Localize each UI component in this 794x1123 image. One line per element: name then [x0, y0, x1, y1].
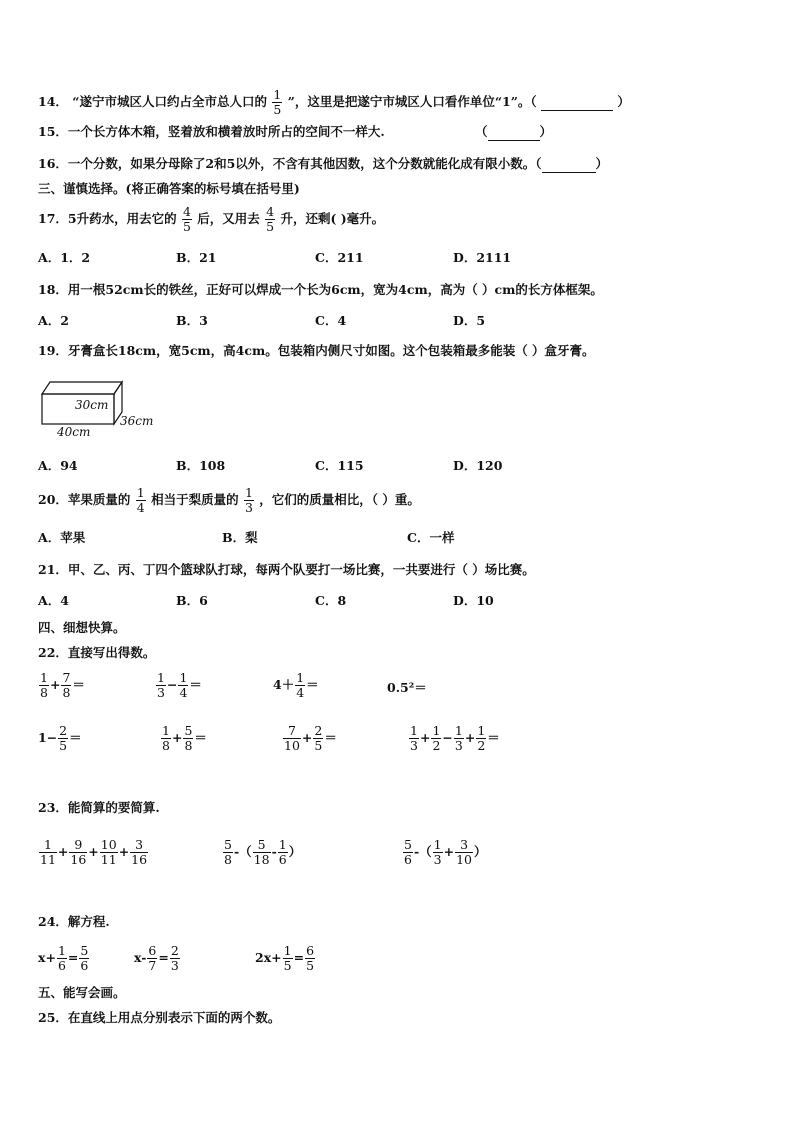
q22-expr-1: $\frac{1}{8}$ + $\frac{7}{8}$ ＝: [40, 670, 85, 700]
section-4-title: 四、细想快算。: [38, 620, 126, 635]
q22-expr-7: $\frac{7}{10}$ + $\frac{2}{5}$ ＝: [284, 723, 337, 753]
question-23: 23．能简算的要简算.: [38, 800, 160, 815]
q19-label-width: 36cm: [120, 414, 154, 428]
q21-option-b[interactable]: B．6: [176, 593, 208, 608]
q22-expr-6: $\frac{1}{8}$ + $\frac{5}{8}$ ＝: [162, 723, 207, 753]
question-18: 18．用一根52cm长的铁丝，正好可以焊成一个长为6cm，宽为4cm，高为（ ）cm的长方体框架。: [38, 282, 603, 297]
q20-fraction-2: $\frac{1}{3}$: [244, 485, 253, 515]
q19-option-a[interactable]: A．94: [38, 458, 78, 473]
q19-label-length: 40cm: [57, 425, 91, 439]
q14-answer-blank[interactable]: [541, 94, 613, 111]
q21-option-a[interactable]: A．4: [38, 593, 69, 608]
q22-expr-2: $\frac{1}{3}$ − $\frac{1}{4}$ ＝: [157, 670, 202, 700]
question-19: 19．牙膏盒长18cm，宽5cm，高4cm。包装箱内侧尺寸如图。这个包装箱最多能装（ ）盒牙膏。: [38, 343, 595, 358]
q20-option-b[interactable]: B．梨: [222, 530, 258, 545]
q17-option-a[interactable]: A．1．2: [38, 250, 91, 265]
q21-option-d[interactable]: D．10: [453, 593, 494, 608]
q21-option-c[interactable]: C．8: [315, 593, 347, 608]
q18-option-d[interactable]: D．5: [453, 313, 486, 328]
q20-option-a[interactable]: A．苹果: [38, 530, 86, 545]
q19-option-b[interactable]: B．108: [176, 458, 226, 473]
q23-expr-1: $\frac{1}{11}$ + $\frac{9}{16}$ + $\frac{10}{11}$ + $\frac{3}{16}$: [40, 837, 148, 867]
q17-fraction-1: $\frac{4}{5}$: [182, 204, 191, 234]
q18-option-b[interactable]: B．3: [176, 313, 208, 328]
q24-equation-3: 2x+ $\frac{1}{5}$ = $\frac{6}{5}$: [255, 943, 315, 973]
section-5-title: 五、能写会画。: [38, 985, 126, 1000]
q22-expr-8: $\frac{1}{3}$ + $\frac{1}{2}$ − $\frac{1}{3}$ + $\frac{1}{2}$ ＝: [410, 723, 500, 753]
q20-fraction-1: $\frac{1}{4}$: [136, 485, 145, 515]
q17-option-c[interactable]: C．211: [315, 250, 364, 265]
q14-text-pre: “遂宁市城区人口约占全市总人口的: [72, 94, 267, 109]
q15-text: 15．一个长方体木箱，竖着放和横着放时所占的空间不一样大.: [38, 124, 385, 139]
question-21: 21．甲、乙、丙、丁四个篮球队打球，每两个队要打一场比赛，一共要进行（ ）场比赛。: [38, 562, 535, 577]
q18-option-a[interactable]: A．2: [38, 313, 69, 328]
question-22: 22．直接写出得数。: [38, 645, 156, 660]
q15-answer: （ ）: [475, 124, 553, 139]
q18-option-c[interactable]: C．4: [315, 313, 347, 328]
q20-option-c[interactable]: C．一样: [407, 530, 455, 545]
question-16: 16．一个分数，如果分母除了2和5以外，不含有其他因数，这个分数就能化成有限小数。（ ）: [38, 156, 609, 171]
q22-expr-4: 0.5²＝: [387, 680, 427, 695]
q22-expr-5: 1− $\frac{2}{5}$ ＝: [38, 723, 82, 753]
q15-answer-blank[interactable]: [488, 124, 540, 141]
q14-text-post: ”，这里是把遂宁市城区人口看作单位“1”。（: [287, 94, 537, 109]
q19-label-height: 30cm: [75, 398, 109, 412]
q14-fraction: $\frac{1}{5}$: [273, 87, 282, 117]
question-20: 20．苹果质量的 $\frac{1}{4}$ 相当于梨质量的 $\frac{1}{3}$ ，它们的质量相比，（ ）重。: [38, 485, 420, 515]
q16-text: 16．一个分数，如果分母除了2和5以外，不含有其他因数，这个分数就能化成有限小数。（: [38, 156, 542, 171]
question-15: [38, 124, 385, 140]
q24-equation-1: x+ $\frac{1}{6}$ = $\frac{5}{6}$: [38, 943, 89, 973]
q23-expr-3: $\frac{5}{6}$ -（ $\frac{1}{3}$ + $\frac{3}{10}$ ）: [404, 837, 487, 867]
question-17: 17．5升药水，用去它的 $\frac{4}{5}$ 后，又用去 $\frac{4}{5}$ 升，还剩( )毫升。: [38, 204, 385, 234]
question-14: 14． “遂宁市城区人口约占全市总人口的 $\frac{1}{5}$ ”，这里是把遂宁市城区人口看作单位“1”。（ ）: [38, 87, 630, 117]
q19-option-d[interactable]: D．120: [453, 458, 503, 473]
q14-number: 14．: [38, 94, 68, 109]
q16-answer-blank[interactable]: [542, 156, 596, 173]
q17-fraction-2: $\frac{4}{5}$: [266, 204, 275, 234]
q19-option-c[interactable]: C．115: [315, 458, 364, 473]
q17-option-b[interactable]: B．21: [176, 250, 217, 265]
q17-option-d[interactable]: D．2111: [453, 250, 512, 265]
section-3-title: 三、谨慎选择。(将正确答案的标号填在括号里): [38, 181, 300, 196]
q23-expr-2: $\frac{5}{8}$ -（ $\frac{5}{18}$ - $\frac{1}{6}$ ）: [224, 837, 302, 867]
question-24: 24．解方程.: [38, 914, 110, 929]
question-25: 25．在直线上用点分别表示下面的两个数。: [38, 1010, 281, 1025]
q22-expr-3: 4＋ $\frac{1}{4}$ ＝: [273, 670, 319, 700]
q24-equation-2: x- $\frac{6}{7}$ = $\frac{2}{3}$: [134, 943, 179, 973]
